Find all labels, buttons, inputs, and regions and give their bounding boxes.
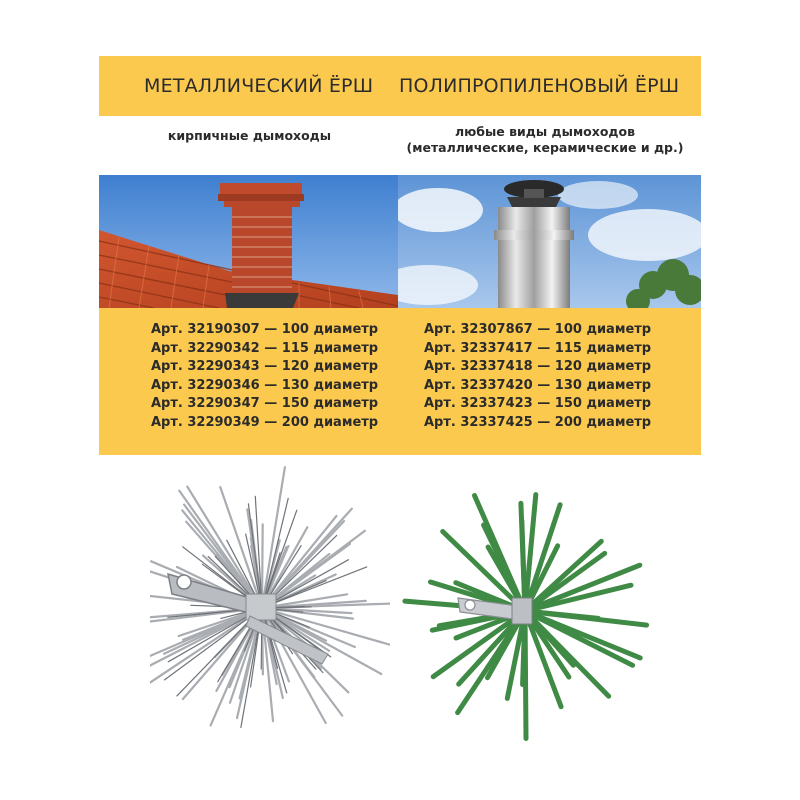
polypropylene-brush-title: ПОЛИПРОПИЛЕНОВЫЙ ЁРШ — [399, 75, 680, 97]
article-item: Арт. 32337418 — 120 диаметр — [424, 359, 652, 374]
polypropylene-use-line1: любые виды дымоходов — [454, 124, 636, 139]
article-item: Арт. 32337423 — 150 диаметр — [424, 396, 652, 411]
polypropylene-use-subtitle — [389, 124, 701, 156]
metal-articles-list — [151, 321, 378, 432]
article-item: Арт. 32290346 — 130 диаметр — [151, 377, 379, 393]
article-item: Арт. 32290349 — 200 диаметр — [151, 414, 379, 430]
metal-use-subtitle: кирпичные дымоходы — [167, 128, 332, 143]
article-item: Арт. 32337420 — 130 диаметр — [424, 377, 652, 393]
polypropylene-use-line2: (металлические, керамические и др.) — [406, 140, 684, 155]
brick-chimney-photo — [99, 175, 398, 308]
article-item: Арт. 32190307 — 100 диаметр — [151, 322, 379, 337]
article-item: Арт. 32307867 — 100 диаметр — [424, 322, 652, 337]
article-item: Арт. 32337417 — 115 диаметр — [424, 340, 652, 356]
metal-brush-title: МЕТАЛЛИЧЕСКИЙ ЁРШ — [144, 75, 374, 97]
product-info-card — [99, 56, 701, 455]
metal-brush-image — [150, 466, 390, 770]
article-item: Арт. 32290343 — 120 диаметр — [151, 359, 379, 374]
polypropylene-brush-image — [400, 466, 660, 770]
article-item: Арт. 32290342 — 115 диаметр — [151, 340, 379, 356]
article-item: Арт. 32290347 — 150 диаметр — [151, 396, 379, 411]
steel-chimney-photo — [398, 175, 701, 308]
polypropylene-articles-list — [424, 321, 651, 432]
article-item: Арт. 32337425 — 200 диаметр — [424, 414, 652, 430]
